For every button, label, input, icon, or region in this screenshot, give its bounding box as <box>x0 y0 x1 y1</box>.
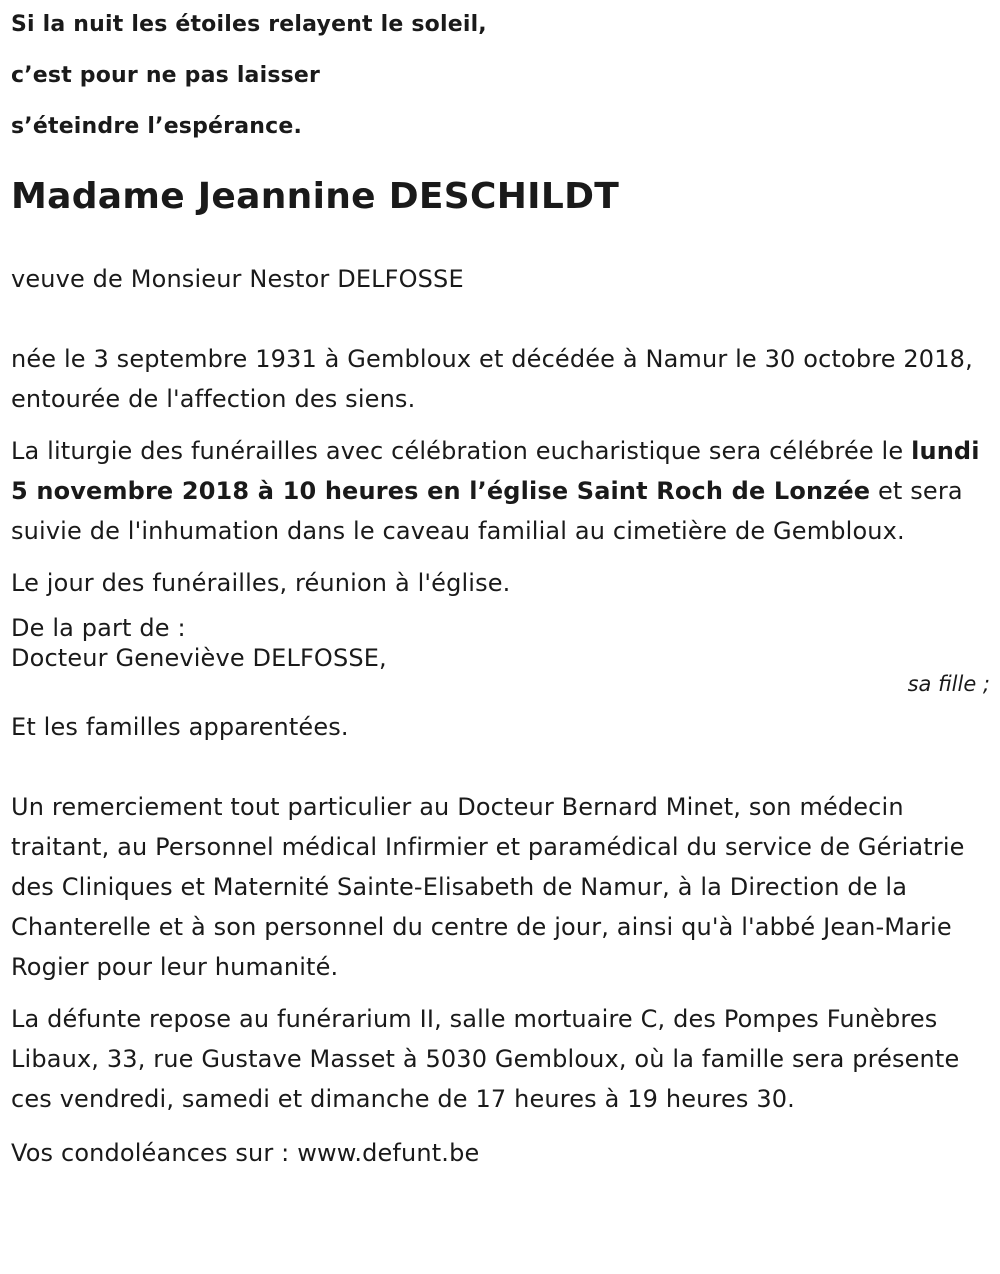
condolences-line: Vos condoléances sur : www.defunt.be <box>11 1139 480 1167</box>
meeting-line: Le jour des funérailles, réunion à l'église. <box>11 569 511 597</box>
quote-line-2: c’est pour ne pas laisser <box>11 63 321 88</box>
families-line: Et les familles apparentées. <box>11 713 349 741</box>
liturgy-outro: et sera suivie de l'inhumation dans le caveau familial au cimetière de Gembloux. <box>11 477 963 545</box>
opening-quote <box>11 0 990 140</box>
quote-line-1: Si la nuit les étoiles relayent le soleil, <box>11 12 487 37</box>
liturgy-intro: La liturgie des funérailles avec célébration eucharistique sera célébrée le <box>11 437 912 465</box>
birth-death-paragraph: née le 3 septembre 1931 à Gembloux et décédée à Namur le 30 octobre 2018, entourée de l'affection des siens. <box>11 345 973 413</box>
rest-paragraph: La défunte repose au funérarium II, salle mortuaire C, des Pompes Funèbres Libaux, 33, rue Gustave Masset à 5030 Gembloux, où la famille sera présente ces vendredi, samedi et dimanche de 17 heures à 19 heures 30. <box>11 1005 960 1113</box>
liturgy-paragraph <box>11 431 990 551</box>
from-person: Docteur Geneviève DELFOSSE, <box>11 644 387 672</box>
liturgy-date-place: lundi 5 novembre 2018 à 10 heures en l’église Saint Roch de Lonzée <box>11 437 980 505</box>
from-label: De la part de : <box>11 614 186 642</box>
quote-line-3: s’éteindre l’espérance. <box>11 114 303 139</box>
from-relation: sa fille ; <box>907 672 990 696</box>
widow-of-line: veuve de Monsieur Nestor DELFOSSE <box>11 265 464 293</box>
thanks-paragraph: Un remerciement tout particulier au Docteur Bernard Minet, son médecin traitant, au Personnel médical Infirmier et paramédical du service de Gériatrie des Cliniques et Maternité Sainte-Elisabeth de Namur, à la Direction de la Chanterelle et à son personnel du centre de jour, ainsi qu'à l'abbé Jean-Marie Rogier pour leur humanité. <box>11 793 965 981</box>
deceased-name: Madame Jeannine DESCHILDT <box>11 176 620 217</box>
